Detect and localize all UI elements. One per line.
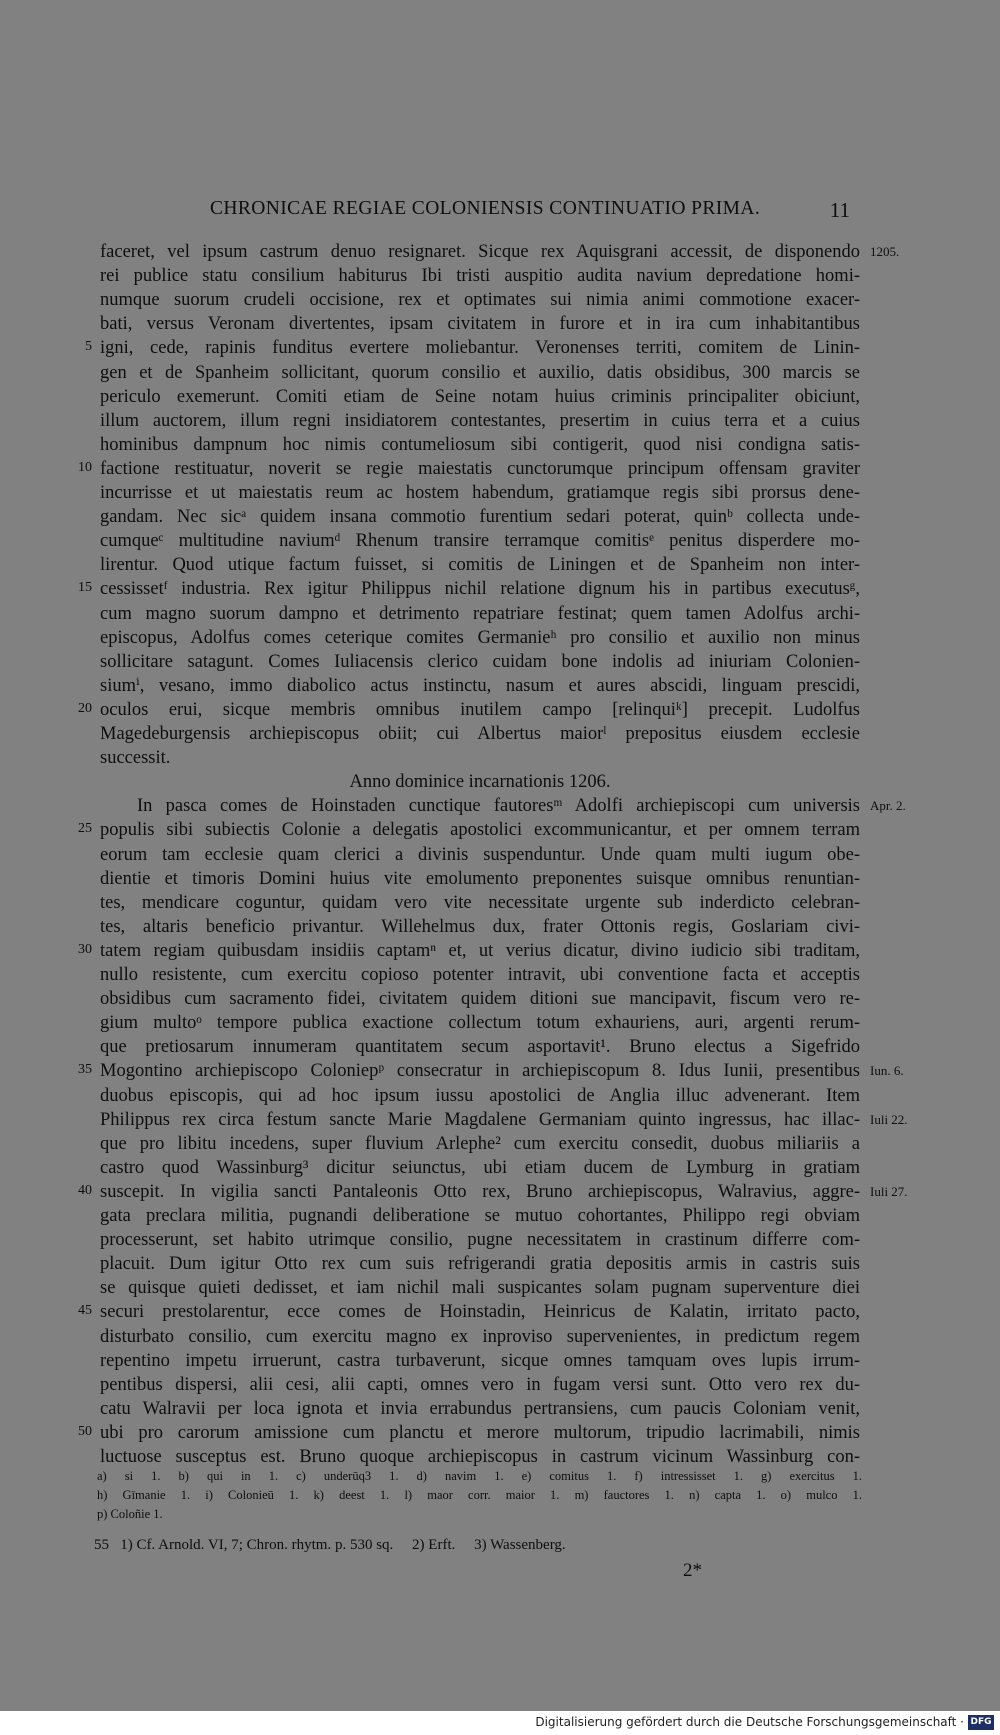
text-line: pentibus dispersi, alii cesi, alii capti, omnes vero in fugam versi sunt. Otto vero rex du- (100, 1375, 860, 1395)
text-line: tatem regiam quibusdam insidiis captamⁿ et, ut verius dicatur, divino iudicio sibi traditam, (100, 941, 860, 961)
text-line: sollicitare satagunt. Comes Iuliacensis clerico cuidam bone indolis ad iniuriam Colonien- (100, 652, 860, 672)
line-number: 10 (78, 460, 92, 475)
text-line: In pasca comes de Hoinstaden cunctique fautoresᵐ Adolfi archiepiscopi cum universis (137, 796, 860, 816)
text-line: castro quod Wassinburg³ dicitur seiunctus, ubi etiam ducem de Lymburg in gratiam (100, 1158, 860, 1178)
margin-date-note: Apr. 2. (870, 798, 906, 813)
text-line: populis sibi subiectis Colonie a delegatis apostolici excommunicantur, et per omnem terram (100, 820, 860, 840)
text-line: repentino impetu irruerunt, castra turbaverunt, sicque omnes tamquam oves lupis irrum- (100, 1351, 860, 1371)
text-line: disturbato consilio, cum exercitu magno ex inproviso supervenientes, in predictum regem (100, 1327, 860, 1347)
text-line: obsidibus cum sacramento fidei, civitatem quidem ditioni sue mancipavit, fiscum vero re- (100, 989, 860, 1009)
text-line: luctuose susceptus est. Bruno quoque archiepiscopus in castrum vicinum Wassinburg con- (100, 1447, 860, 1467)
running-header (100, 198, 860, 226)
text-line: episcopus, Adolfus comes ceterique comites Germanieʰ pro consilio et auxilio non minus (100, 628, 860, 648)
text-line: processerunt, set habito utrimque consilio, pugne necessitatem in crastinum differre com- (100, 1230, 860, 1250)
text-line: rei publice statu consilium habiturus Ibi tristi auspitio audita navium depredatione homi- (100, 266, 860, 286)
text-line: Anno dominice incarnationis 1206. (349, 772, 611, 792)
source-notes-text: 1) Cf. Arnold. VI, 7; Chron. rhytm. p. 530 sq. 2) Erft. 3) Wassenberg. (120, 1537, 566, 1553)
text-line: cumqueᶜ multitudine naviumᵈ Rhenum transire terramque comitisᵉ penitus disperdere mo- (100, 531, 860, 551)
text-line: numque suorum crudeli occisione, rex et optimates sui nimia animi commotione exacer- (100, 290, 860, 310)
text-line: nullo resistente, cum exercitu copioso potenter intravit, ubi conventione facta et acceptis (100, 965, 860, 985)
text-line: que pretiosarum innumeram quantitatem secum asportavit¹. Bruno electus a Sigefrido (100, 1037, 860, 1057)
text-line: Magedeburgensis archiepiscopus obiit; cui Albertus maiorˡ prepositus eiusdem ecclesie (100, 724, 860, 744)
text-line: factione restituatur, noverit se regie maiestatis cunctorumque principum offensam graviter (100, 459, 860, 479)
text-line: gen et de Spanheim sollicitant, quorum consilio et auxilio, datis obsidibus, 300 marcis se (100, 363, 860, 383)
text-line: gata preclara militia, pugnandi deliberatione se mutuo cohortantes, Philippo regi obviam (100, 1206, 860, 1226)
text-line: eorum tam ecclesie quam clerici a divinis suspenduntur. Unde quam multi iugum obe- (100, 845, 860, 865)
text-line: gandam. Nec sicᵃ quidem insana commotio furentium sedari poterat, quinᵇ collecta unde- (100, 507, 860, 527)
source-notes (94, 1537, 566, 1554)
text-line: successit. (100, 748, 171, 768)
dfg-logo: DFG (968, 1715, 994, 1730)
text-line: siumⁱ, vesano, immo diabolico actus instinctu, nasum et aures abscidi, linguam prescidi, (100, 676, 860, 696)
text-line: hominibus dampnum hoc nimis contumeliosum sibi contigerit, quod nisi condigna satis- (100, 435, 860, 455)
page-number: 11 (829, 198, 850, 222)
footnote-line: p) Coloñie 1. (97, 1507, 163, 1521)
text-line: duobus episcopis, qui ad hoc ipsum iussu apostolici de Anglia illuc advenerant. Item (100, 1086, 860, 1106)
margin-date-note: 1205. (870, 244, 900, 259)
text-line: incurrisse et ut maiestatis reum ac hostem habendum, gratiamque regis sibi prorsus dene- (100, 483, 860, 503)
text-line: periculo exemerunt. Comiti etiam de Seine notam huius criminis principaliter obiciunt, (100, 387, 860, 407)
text-line: que pro libitu incedens, super fluvium Arlephe² cum exercitu consedit, duobus miliariis a (100, 1134, 860, 1154)
line-number: 20 (78, 701, 92, 716)
text-line: securi prestolarentur, ecce comes de Hoinstadin, Heinricus de Kalatin, irritato pacto, (100, 1302, 860, 1322)
source-notes-line-number: 55 (94, 1537, 109, 1553)
text-line: catu Walravii per loca ignota et invia errabundus pertransiens, cum paucis Coloniam venit, (100, 1399, 860, 1419)
line-number: 35 (78, 1062, 92, 1077)
line-number: 40 (78, 1183, 92, 1198)
text-line: se quisque quieti dedisset, et iam nichil mali suspicantes solam pugnam superventure diei (100, 1278, 860, 1298)
text-line: bati, versus Veronam divertentes, ipsam civitatem in furore et in ira cum inhabitantibus (100, 314, 860, 334)
signature-mark: 2* (683, 1560, 702, 1581)
text-line: Philippus rex circa festum sancte Marie Magdalene Germaniam quinto ingressus, hac illac- (100, 1110, 860, 1130)
line-number: 45 (78, 1303, 92, 1318)
footnote-line: a) si 1. b) qui in 1. c) underūq3 1. d) navim 1. e) comitus 1. f) intressisset 1. g) exercitus 1. (97, 1469, 862, 1483)
text-line: tes, mendicare coguntur, quidam vero vite necessitate urgente sub inderdicto celebran- (100, 893, 860, 913)
text-line: cum magno suorum dampno et detrimento repatriare festinat; quem tamen Adolfus archi- (100, 604, 860, 624)
line-number: 50 (78, 1424, 92, 1439)
line-number: 30 (78, 942, 92, 957)
text-line: oculos erui, sicque membris omnibus inutilem campo [relinquiᵏ] precepit. Ludolfus (100, 700, 860, 720)
digitization-footer (0, 1711, 1000, 1735)
margin-date-note: Iun. 6. (870, 1063, 904, 1078)
text-line: dientie et timoris Domini huius vite emolumento preponentes suisque omnibus renuntian- (100, 869, 860, 889)
text-line: lirentur. Quod utique factum fuisset, si comitis de Liningen et de Spanheim non inter- (100, 555, 860, 575)
text-line: placuit. Dum igitur Otto rex cum suis refrigerandi gratia depositis armis in castris suis (100, 1254, 860, 1274)
margin-date-note: Iuli 27. (870, 1184, 908, 1199)
text-line: tes, altaris beneficio privantur. Willehelmus dux, frater Ottonis regis, Goslariam civi- (100, 917, 860, 937)
footnote-line: h) Gīmanie 1. i) Colonieū 1. k) deest 1. l) maor corr. maior 1. m) fauctores 1. n) capta 1. o) mulco 1. (97, 1488, 862, 1502)
line-number: 15 (78, 580, 92, 595)
margin-date-note: Iuli 22. (870, 1112, 908, 1127)
running-title: CHRONICAE REGIAE COLONIENSIS CONTINUATIO PRIMA. (210, 198, 761, 219)
text-line: Mogontino archiepiscopo Coloniepᵖ consecratur in archiepiscopum 8. Idus Iunii, presentibus (100, 1061, 860, 1081)
text-line: ubi pro carorum amissione cum planctu et merore multorum, tripudio lacrimabili, nimis (100, 1423, 860, 1443)
text-line: gium multoᵒ tempore publica exactione collectum totum exhauriens, auri, argenti rerum- (100, 1013, 860, 1033)
line-number: 25 (78, 821, 92, 836)
line-number: 5 (85, 339, 92, 354)
footer-credit: Digitalisierung gefördert durch die Deutsche Forschungsgemeinschaft · (535, 1715, 964, 1729)
text-line: igni, cede, rapinis funditus evertere moliebantur. Veronenses territi, comitem de Linin- (100, 338, 860, 358)
text-line: suscepit. In vigilia sancti Pantaleonis Otto rex, Bruno archiepiscopus, Walravius, aggre- (100, 1182, 860, 1202)
text-line: cessissetᶠ industria. Rex igitur Philippus nichil relatione dignum his in partibus executusᵍ, (100, 579, 860, 599)
text-line: faceret, vel ipsum castrum denuo resignaret. Sicque rex Aquisgrani accessit, de disponendo (100, 242, 860, 262)
text-line: illum auctorem, illum regni insidiatorem contestantes, presertim in cuius terra et a cuius (100, 411, 860, 431)
